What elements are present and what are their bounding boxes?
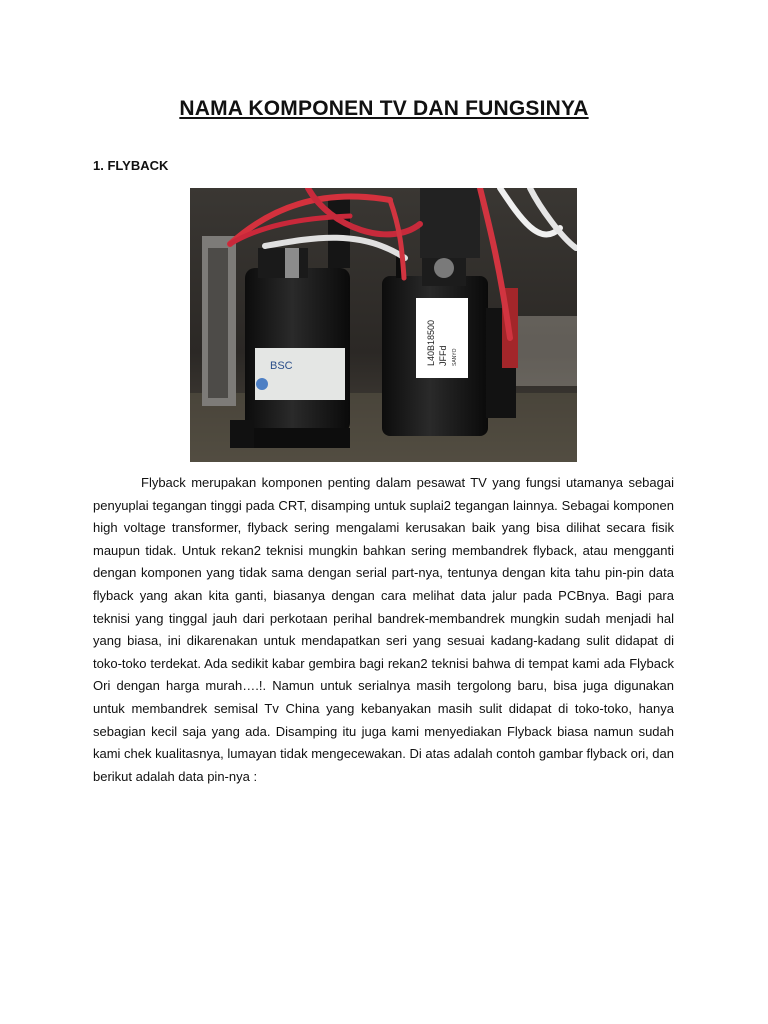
body-paragraph: Flyback merupakan komponen penting dalam pesawat TV yang fungsi utamanya sebagai penyuplai tegangan tinggi pada CRT, disamping untuk suplai2 tegangan lainnya. Sebagai komponen high voltage transformer, flyback sering mengalami kerusakan baik yang bisa dilihat secara fisik maupun tidak. Untuk rekan2 teknisi mungkin bahkan sering membandrek flyback, atau mengganti dengan komponen yang tidak sama dengan serial part-nya, tentunya dengan kita tahu pin-pin data flyback yang akan kita ganti, biasanya dengan cara melihat data jalur pada PCBnya. Bagi para teknisi yang tinggal jauh dari perkotaan perihal bandrek-membandrek mungkin sudah menjadi hal yang biasa, ini dikarenakan untuk mendapatkan seri yang sesuai kadang-kadang sulit didapat di toko-toko terdekat. Ada sedikit kabar gembira bagi rekan2 teknisi bahwa di tempat kami ada Flyback Ori dengan harga murah….!. Namun untuk serialnya masih tergolong baru, bisa juga digunakan untuk membandrek semisal Tv China yang kebanyakan masih sulit didapat di toko-toko, hanya sebagian kecil saja yang ada. Disamping itu juga kami menyediakan Flyback biasa namun sudah kami chek kualitasnya, lumayan tidak mengecewakan. Di atas adalah contoh gambar flyback ori, dan berikut adalah data pin-nya : (93, 475, 674, 784)
right-label-line1: L40B18500 (426, 319, 436, 366)
left-label-text: BSC (270, 360, 293, 372)
right-label-line2: JFFd (438, 345, 448, 366)
flyback-photo (190, 188, 577, 462)
page-title: NAMA KOMPONEN TV DAN FUNGSINYA (179, 97, 589, 120)
section-heading-flyback: 1. FLYBACK (93, 158, 169, 173)
right-label-line3: SANYO (452, 348, 458, 366)
